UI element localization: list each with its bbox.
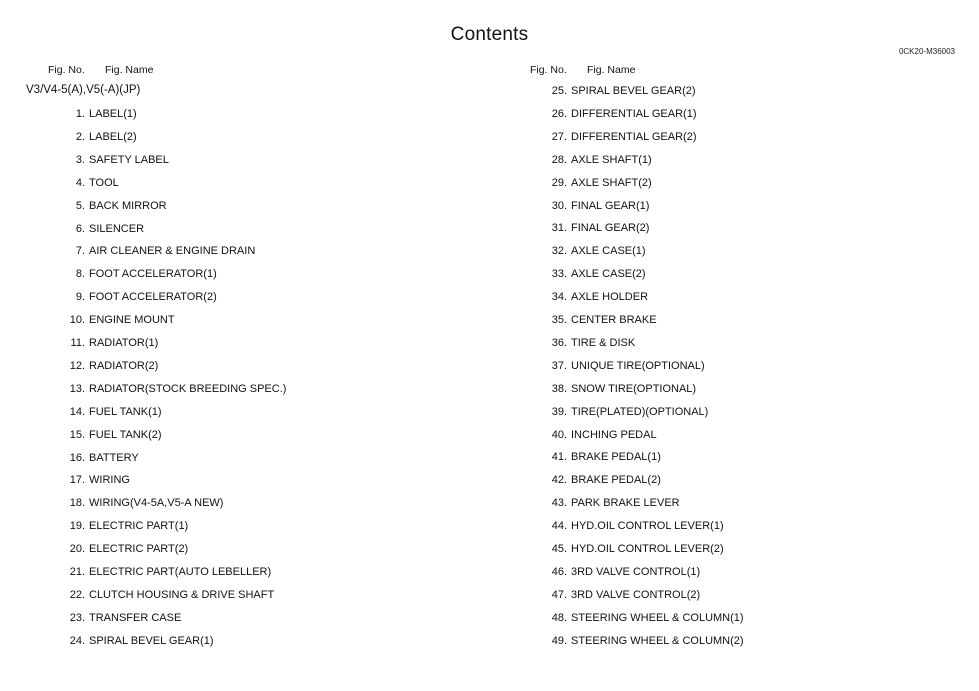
fig-name: ELECTRIC PART(1) <box>89 520 189 533</box>
fig-name: FINAL GEAR(1) <box>571 199 650 212</box>
fig-name: BRAKE PEDAL(2) <box>571 474 661 487</box>
fig-number: 8. <box>75 268 85 281</box>
fig-name: SAFETY LABEL <box>89 153 169 166</box>
fig-number: 5. <box>75 199 85 212</box>
model-group-label: V3/V4-5(A),V5(-A)(JP) <box>26 84 141 96</box>
fig-name: BATTERY <box>89 451 139 464</box>
fig-name: AIR CLEANER & ENGINE DRAIN <box>89 245 256 258</box>
fig-name: UNIQUE TIRE(OPTIONAL) <box>571 359 705 372</box>
fig-name: INCHING PEDAL <box>571 428 657 441</box>
fig-number: 47. <box>551 588 567 601</box>
fig-number: 18. <box>69 497 85 510</box>
document-code: 0CK20-M36003 <box>898 47 955 56</box>
fig-number: 39. <box>551 405 567 418</box>
fig-name: SILENCER <box>89 222 145 235</box>
fig-number: 48. <box>551 611 567 624</box>
fig-number: 4. <box>75 176 85 189</box>
fig-name: FUEL TANK(2) <box>89 428 162 441</box>
fig-number: 19. <box>69 520 85 533</box>
fig-number: 31. <box>551 222 567 235</box>
fig-name: TOOL <box>89 176 119 189</box>
fig-number: 28. <box>551 153 567 166</box>
fig-no-header: Fig. No. <box>48 64 85 76</box>
fig-number: 1. <box>75 108 85 120</box>
fig-name: RADIATOR(1) <box>89 337 159 349</box>
fig-name: ELECTRIC PART(2) <box>89 543 189 556</box>
fig-number: 30. <box>551 199 567 212</box>
fig-no-header: Fig. No. <box>530 64 567 76</box>
fig-number: 33. <box>551 268 567 281</box>
fig-number: 15. <box>69 428 85 441</box>
fig-name: STEERING WHEEL & COLUMN(2) <box>571 634 744 647</box>
fig-number: 17. <box>69 474 85 487</box>
fig-name: DIFFERENTIAL GEAR(1) <box>571 107 697 120</box>
fig-name: SPIRAL BEVEL GEAR(1) <box>89 634 214 647</box>
fig-number: 29. <box>551 176 567 189</box>
fig-number: 12. <box>69 359 85 372</box>
fig-name: AXLE SHAFT(1) <box>571 153 652 166</box>
fig-number: 36. <box>551 336 567 349</box>
fig-number: 23. <box>69 611 85 624</box>
fig-number: 43. <box>551 497 567 510</box>
fig-number: 32. <box>551 245 567 258</box>
fig-number: 34. <box>551 291 567 304</box>
fig-number: 49. <box>551 634 567 647</box>
fig-name: WIRING(V4-5A,V5-A NEW) <box>89 497 224 510</box>
fig-name: FUEL TANK(1) <box>89 405 162 418</box>
fig-name: ELECTRIC PART(AUTO LEBELLER) <box>89 566 272 578</box>
fig-name: FOOT ACCELERATOR(1) <box>89 268 217 281</box>
fig-name: WIRING <box>89 474 130 487</box>
fig-number: 21. <box>69 566 85 578</box>
fig-name: FINAL GEAR(2) <box>571 222 650 235</box>
fig-number: 35. <box>551 314 567 326</box>
fig-number: 27. <box>551 130 567 143</box>
fig-number: 14. <box>69 405 85 418</box>
fig-name: ENGINE MOUNT <box>89 314 175 327</box>
fig-name: AXLE HOLDER <box>571 291 649 304</box>
fig-name: RADIATOR(STOCK BREEDING SPEC.) <box>89 382 287 395</box>
fig-name: 3RD VALVE CONTROL(1) <box>571 565 701 578</box>
fig-number: 41. <box>551 451 567 464</box>
fig-number: 2. <box>75 130 85 143</box>
fig-name: 3RD VALVE CONTROL(2) <box>571 588 701 601</box>
fig-name: RADIATOR(2) <box>89 359 159 372</box>
fig-number: 38. <box>551 382 567 395</box>
fig-number: 24. <box>69 634 85 647</box>
fig-number: 42. <box>551 474 567 487</box>
fig-name: AXLE CASE(1) <box>571 245 646 258</box>
fig-name-header: Fig. Name <box>105 64 154 76</box>
fig-name: STEERING WHEEL & COLUMN(1) <box>571 611 744 624</box>
fig-number: 44. <box>551 520 567 533</box>
fig-name: AXLE SHAFT(2) <box>571 176 652 189</box>
fig-number: 13. <box>69 382 85 395</box>
fig-number: 3. <box>75 153 85 166</box>
fig-name: TIRE(PLATED)(OPTIONAL) <box>571 405 709 418</box>
fig-name: LABEL(2) <box>89 130 137 143</box>
fig-name: TIRE & DISK <box>571 336 636 349</box>
fig-number: 22. <box>69 588 85 601</box>
fig-name: BRAKE PEDAL(1) <box>571 451 661 464</box>
fig-name: HYD.OIL CONTROL LEVER(2) <box>571 543 724 555</box>
fig-name: FOOT ACCELERATOR(2) <box>89 291 217 304</box>
fig-name: LABEL(1) <box>89 108 137 120</box>
page-title: Contents <box>450 24 529 45</box>
fig-name: DIFFERENTIAL GEAR(2) <box>571 130 697 143</box>
fig-number: 37. <box>551 359 567 372</box>
fig-name: BACK MIRROR <box>89 199 167 212</box>
fig-number: 26. <box>551 107 567 120</box>
fig-number: 10. <box>69 314 85 327</box>
fig-number: 7. <box>75 245 85 258</box>
fig-name: TRANSFER CASE <box>89 611 182 624</box>
fig-name: AXLE CASE(2) <box>571 268 646 281</box>
fig-name: HYD.OIL CONTROL LEVER(1) <box>571 520 724 533</box>
fig-number: 11. <box>70 337 85 349</box>
fig-number: 20. <box>69 543 85 556</box>
fig-number: 40. <box>551 428 567 441</box>
fig-name: CLUTCH HOUSING & DRIVE SHAFT <box>89 588 275 601</box>
fig-number: 45. <box>551 543 567 555</box>
fig-number: 6. <box>75 222 85 235</box>
fig-number: 25. <box>551 85 567 97</box>
fig-name: SPIRAL BEVEL GEAR(2) <box>571 85 696 97</box>
fig-number: 16. <box>69 451 85 464</box>
fig-number: 9. <box>75 291 85 304</box>
fig-name: CENTER BRAKE <box>571 314 657 326</box>
fig-name-header: Fig. Name <box>587 64 636 76</box>
fig-name: SNOW TIRE(OPTIONAL) <box>571 382 697 395</box>
fig-number: 46. <box>551 565 567 578</box>
fig-name: PARK BRAKE LEVER <box>571 497 680 510</box>
